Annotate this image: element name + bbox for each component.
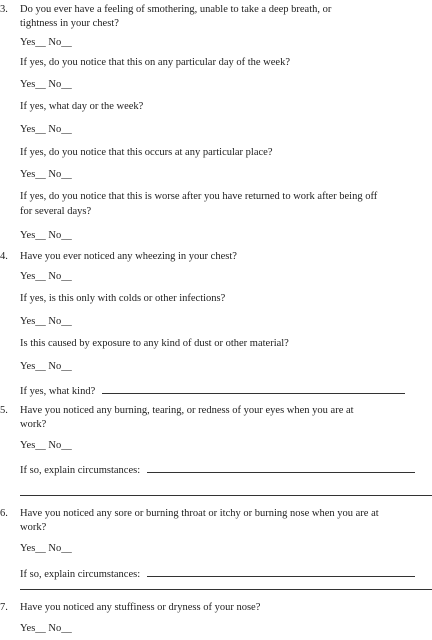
q3-yes-no-3[interactable]: Yes__ No__: [20, 124, 72, 135]
q3-yes-no-1[interactable]: Yes__ No__: [20, 37, 72, 48]
q4-question: Have you ever noticed any wheezing in your chest?: [20, 251, 237, 262]
q6-explain-field[interactable]: [147, 566, 415, 577]
q4-number: 4.: [0, 251, 8, 262]
q3-question-line2: tightness in your chest?: [20, 18, 119, 29]
q3-followup-4-line2: for several days?: [20, 206, 92, 217]
q7-question: Have you noticed any stuffiness or dryness of your nose?: [20, 602, 261, 613]
q5-yes-no-1[interactable]: Yes__ No__: [20, 440, 72, 451]
q4-yes-no-2[interactable]: Yes__ No__: [20, 316, 72, 327]
q6-followup-1-row: [20, 566, 415, 581]
q3-followup-1: If yes, do you notice that this on any particular day of the week?: [20, 57, 290, 68]
q4-followup-3-label: If yes, what kind?: [20, 386, 96, 397]
q6-number: 6.: [0, 508, 8, 519]
q5-question-line1: Have you noticed any burning, tearing, or redness of your eyes when you are at: [20, 405, 354, 416]
q6-explain-extra-line[interactable]: [20, 589, 432, 590]
q3-followup-4-line1: If yes, do you notice that this is worse after you have returned to work after being off: [20, 191, 378, 202]
q3-yes-no-4[interactable]: Yes__ No__: [20, 169, 72, 180]
q6-yes-no-1[interactable]: Yes__ No__: [20, 543, 72, 554]
q3-number: 3.: [0, 4, 8, 15]
q6-followup-1-label: If so, explain circumstances:: [20, 569, 141, 580]
q4-followup-3-row: [20, 383, 405, 398]
q4-yes-no-3[interactable]: Yes__ No__: [20, 361, 72, 372]
q3-yes-no-5[interactable]: Yes__ No__: [20, 230, 72, 241]
q5-explain-extra-line[interactable]: [20, 495, 432, 496]
q5-followup-1-row: [20, 462, 415, 477]
q7-yes-no-1[interactable]: Yes__ No__: [20, 623, 72, 634]
q3-yes-no-2[interactable]: Yes__ No__: [20, 79, 72, 90]
q7-number: 7.: [0, 602, 8, 613]
q4-followup-1: If yes, is this only with colds or other infections?: [20, 293, 226, 304]
q5-explain-field[interactable]: [147, 462, 415, 473]
q5-followup-1-label: If so, explain circumstances:: [20, 465, 141, 476]
q3-question-line1: Do you ever have a feeling of smothering, unable to take a deep breath, or: [20, 4, 332, 15]
q4-what-kind-field[interactable]: [102, 383, 405, 394]
q5-question-line2: work?: [20, 419, 47, 430]
q6-question-line2: work?: [20, 522, 47, 533]
q3-followup-2: If yes, what day or the week?: [20, 101, 144, 112]
q4-yes-no-1[interactable]: Yes__ No__: [20, 271, 72, 282]
q6-question-line1: Have you noticed any sore or burning throat or itchy or burning nose when you are at: [20, 508, 379, 519]
q3-followup-3: If yes, do you notice that this occurs at any particular place?: [20, 147, 273, 158]
q5-number: 5.: [0, 405, 8, 416]
q4-followup-2: Is this caused by exposure to any kind of dust or other material?: [20, 338, 289, 349]
